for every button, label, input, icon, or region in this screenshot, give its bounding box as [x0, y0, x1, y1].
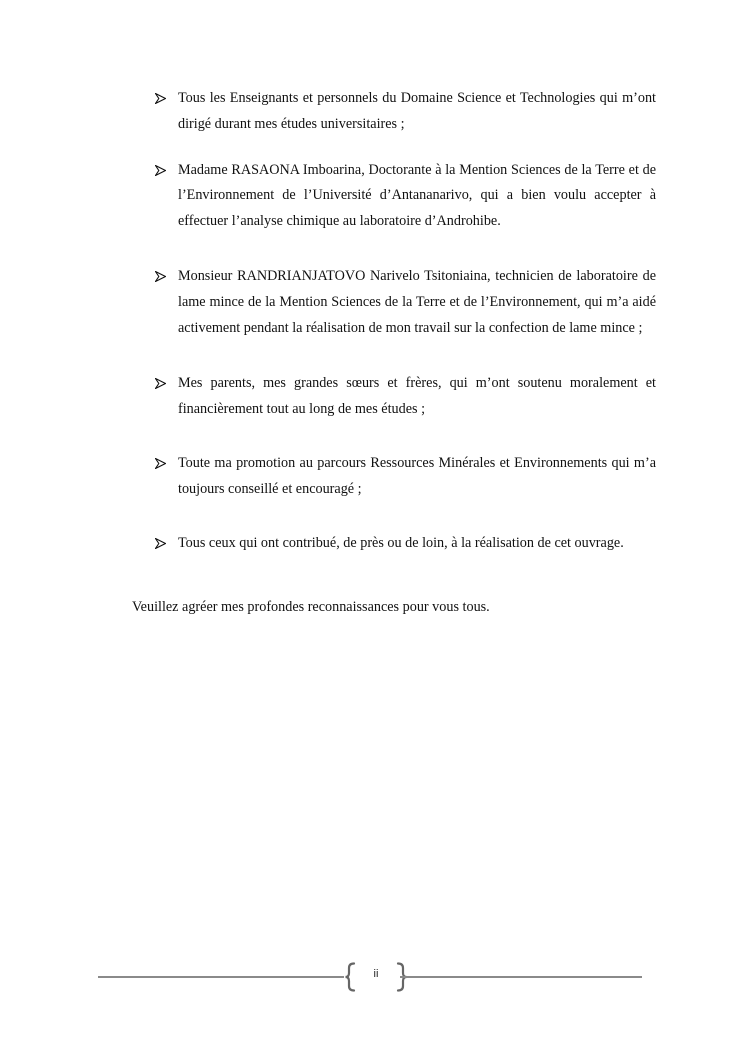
list-item-text: Monsieur RANDRIANJATOVO Narivelo Tsitoniaina, technicien de laboratoire de lame mince de la Mention Sciences de la Terre et de l’Environnement, qui m’a aidé activement pendant la réalisation de mon travail sur la confection de lame mince ; [178, 267, 656, 336]
list-item [154, 531, 656, 557]
closing-sentence: Veuillez agréer mes profondes reconnaissances pour vous tous. [132, 599, 490, 615]
right-brace-icon [396, 962, 408, 997]
acknowledgement-list [154, 86, 656, 556]
arrowhead-bullet-icon [154, 531, 168, 556]
footer-rule-right [400, 976, 642, 978]
list-item [154, 264, 656, 341]
list-item-text: Madame RASAONA Imboarina, Doctorante à la Mention Sciences de la Terre et de l’Environnement de l’Université d’Antananarivo, qui a bien voulu accepter à effectuer l’analyse chimique au laboratoire d’Androhibe. [178, 161, 656, 230]
arrowhead-bullet-icon [154, 371, 168, 396]
list-item-text: Tous les Enseignants et personnels du Domaine Science et Technologies qui m’ont dirigé durant mes études universitaires ; [178, 90, 656, 132]
page-number: ii [373, 968, 379, 980]
list-item-text: Tous ceux qui ont contribué, de près ou de loin, à la réalisation de cet ouvrage. [178, 534, 624, 551]
list-item [154, 158, 656, 235]
list-item [154, 371, 656, 423]
arrowhead-bullet-icon [154, 158, 168, 183]
left-brace-icon [344, 962, 356, 997]
list-item-text: Mes parents, mes grandes sœurs et frères, qui m’ont soutenu moralement et financièrement tout au long de mes études ; [178, 375, 656, 418]
list-item [154, 86, 656, 138]
arrowhead-bullet-icon [154, 86, 168, 111]
list-item [154, 451, 656, 503]
page-footer [98, 962, 642, 992]
arrowhead-bullet-icon [154, 451, 168, 476]
footer-rule-left [98, 976, 344, 978]
arrowhead-bullet-icon [154, 264, 168, 289]
list-item-text: Toute ma promotion au parcours Ressources Minérales et Environnements qui m’a toujours conseillé et encouragé ; [178, 454, 656, 497]
